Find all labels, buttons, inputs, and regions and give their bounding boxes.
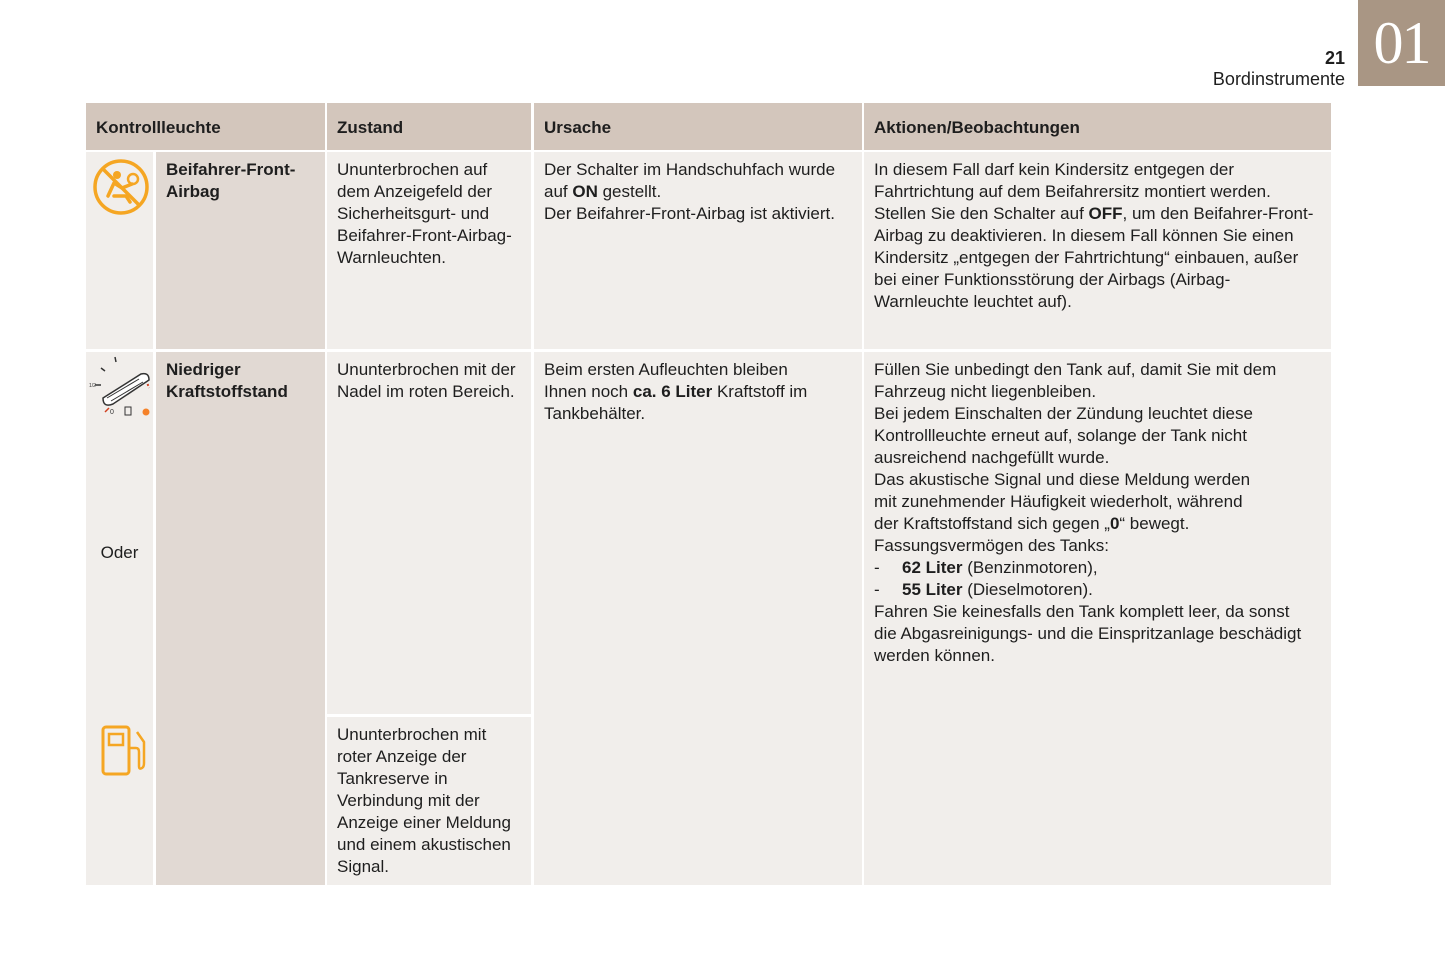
fuel-name-line2: Kraftstoffstand — [166, 382, 288, 401]
fuel-cause-text: Beim ersten Aufleuchten bleiben Ihnen noch ca. 6 Liter Kraftstoff im Tankbehälter. — [544, 360, 808, 423]
airbag-cause-text: Der Schalter im Handschuhfach wurde auf ON gestellt. — [544, 160, 836, 201]
chapter-tab: 01 — [1358, 0, 1445, 86]
column-header-kontrollleuchte: Kontrollleuchte — [86, 103, 325, 150]
fuel-pump-icon — [100, 724, 146, 778]
fuel-state-2-text: Ununterbrochen mit roter Anzeige der Tankreserve in Verbindung mit der Anzeige einer Meldung und einem akustischen Signal. — [337, 725, 511, 876]
table-row-airbag-icon-cell — [86, 152, 153, 349]
airbag-action-p1: In diesem Fall darf kein Kindersitz entgegen der Fahrtrichtung auf dem Beifahrersitz montiert werden. — [874, 160, 1271, 201]
or-label: Oder — [100, 543, 139, 562]
table-row-airbag-cause — [534, 152, 862, 349]
fuel-state-1-text: Ununterbrochen mit der Nadel im roten Bereich. — [337, 360, 516, 401]
list-item: - 62 Liter (Benzinmotoren), — [874, 558, 1098, 577]
table-row-airbag-state — [327, 152, 531, 349]
airbag-state-text: Ununterbrochen auf dem Anzeigefeld der Sicherheitsgurt- und Beifahrer-Front-Airbag-Warnleuchten. — [337, 160, 512, 267]
fuel-action-p2: Bei jedem Einschalten der Zündung leuchtet diese Kontrollleuchte erneut auf, solange der Tank nicht ausreichend nachgefüllt wurde. — [874, 404, 1253, 467]
column-header-ursache: Ursache — [534, 103, 862, 150]
airbag-action-p2: Stellen Sie den Schalter auf OFF, um den Beifahrer-Front-Airbag zu deaktivieren. In diesem Fall können Sie einen Kindersitz „entgegen der Fahrtrichtung“ einbauen, außer bei einer Funktionsstörung der Airbags (Airbag-Warnleuchte leuchtet auf). — [874, 204, 1314, 311]
table-row-fuel-state-2 — [327, 717, 531, 885]
list-item: - 55 Liter (Dieselmotoren). — [874, 580, 1093, 599]
airbag-name-line2: Airbag — [166, 182, 220, 201]
column-header-aktionen: Aktionen/Beobachtungen — [864, 103, 1331, 150]
page-number: 21 — [1324, 48, 1345, 68]
fuel-name-line1: Niedriger — [166, 360, 241, 379]
table-row-airbag-actions — [864, 152, 1331, 349]
airbag-cause-line2: Der Beifahrer-Front-Airbag ist aktiviert. — [544, 204, 835, 223]
fuel-action-p5: Fahren Sie keinesfalls den Tank komplett leer, da sonst die Abgasreinigungs- und die Einspritzanlage beschädigt werden können. — [874, 602, 1302, 665]
svg-text:1/2: 1/2 — [89, 383, 96, 389]
fuel-action-p3: Das akustische Signal und diese Meldung werden mit zunehmender Häufigkeit wiederholt, während der Kraftstoffstand sich gegen „0“ bewegt. — [874, 470, 1251, 533]
table-row-fuel-actions — [864, 352, 1331, 885]
table-row-fuel-state-1 — [327, 352, 531, 714]
table-row-fuel-icon-cell — [86, 352, 153, 885]
section-title: Bordinstrumente — [1212, 69, 1345, 89]
airbag-off-icon — [92, 158, 150, 216]
svg-text:0: 0 — [110, 409, 114, 416]
fuel-action-p4: Fassungsvermögen des Tanks: — [874, 536, 1109, 555]
airbag-name-line1: Beifahrer-Front- — [166, 160, 296, 179]
table-row-airbag-name — [156, 152, 325, 349]
table-row-fuel-name — [156, 352, 325, 885]
fuel-action-p1: Füllen Sie unbedingt den Tank auf, damit Sie mit dem Fahrzeug nicht liegenbleiben. — [874, 360, 1277, 401]
column-header-zustand: Zustand — [327, 103, 531, 150]
fuel-gauge-icon — [89, 354, 153, 420]
table-row-fuel-cause — [534, 352, 862, 885]
